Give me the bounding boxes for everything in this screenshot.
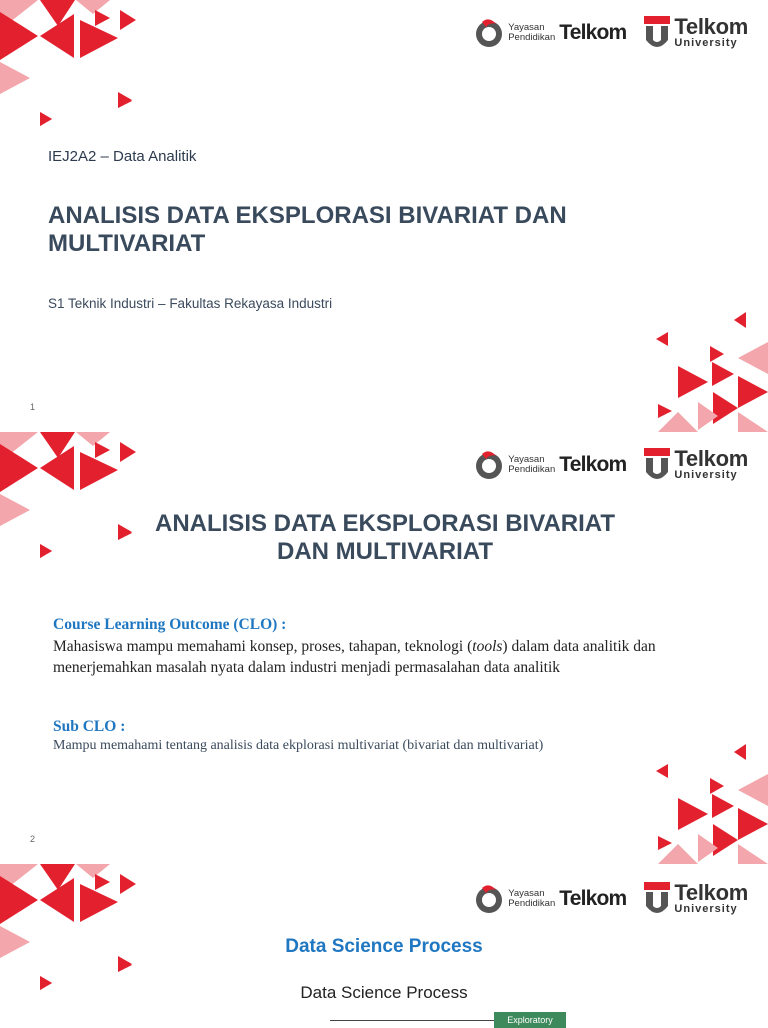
slide-number: 1: [30, 402, 36, 412]
telkom-university-logo: Telkom University: [644, 882, 748, 916]
telkom-university-logo: Telkom University: [644, 16, 748, 50]
diagram-connector-line: [330, 1020, 495, 1021]
ypt-emblem-icon: [474, 18, 504, 48]
telkom-university-logo: Telkom University: [644, 448, 748, 482]
ypt-emblem-icon: [474, 884, 504, 914]
header-logos: [474, 882, 748, 916]
decorative-triangles-bottom-right: [638, 744, 768, 864]
decorative-small-triangles: [36, 90, 136, 130]
slide-1-title: ANALISIS DATA EKSPLORASI BIVARIAT DAN MULTIVARIAT: [48, 202, 567, 257]
clo-description: Mahasiswa mampu memahami konsep, proses, tahapan, teknologi (tools) dalam data analitik dan menerjemahkan masalah nyata dalam industri menjadi permasalahan data analitik: [53, 638, 656, 676]
header-logos: [474, 448, 748, 482]
slide-1: [0, 0, 768, 432]
header-logos: [474, 16, 748, 50]
clo-heading: Course Learning Outcome (CLO) :: [53, 616, 287, 633]
ypt-emblem-icon: [474, 450, 504, 480]
yayasan-pendidikan-telkom-logo: Yayasan Pendidikan Telkom: [474, 884, 626, 914]
course-code: IEJ2A2 – Data Analitik: [48, 148, 197, 165]
telkom-university-emblem-icon: [644, 16, 670, 50]
diagram-title: Data Science Process: [300, 983, 468, 1002]
yayasan-pendidikan-telkom-logo: Yayasan Pendidikan Telkom: [474, 18, 626, 48]
program-subtitle: S1 Teknik Industri – Fakultas Rekayasa Industri: [48, 296, 333, 311]
sub-clo-heading: Sub CLO :: [53, 718, 126, 735]
slide-number: 2: [30, 834, 36, 844]
telkom-university-emblem-icon: [644, 448, 670, 482]
yayasan-pendidikan-telkom-logo: Yayasan Pendidikan Telkom: [474, 450, 626, 480]
slide-2-title: ANALISIS DATA EKSPLORASI BIVARIAT DAN MULTIVARIAT: [154, 510, 615, 565]
exploratory-box: Exploratory: [494, 1012, 566, 1028]
telkom-university-emblem-icon: [644, 882, 670, 916]
sub-clo-description: Mampu memahami tentang analisis data ekplorasi multivariat (bivariat dan multivariat): [53, 738, 544, 753]
decorative-triangles-bottom-right: [638, 312, 768, 432]
slide-3-title: Data Science Process: [285, 936, 483, 957]
